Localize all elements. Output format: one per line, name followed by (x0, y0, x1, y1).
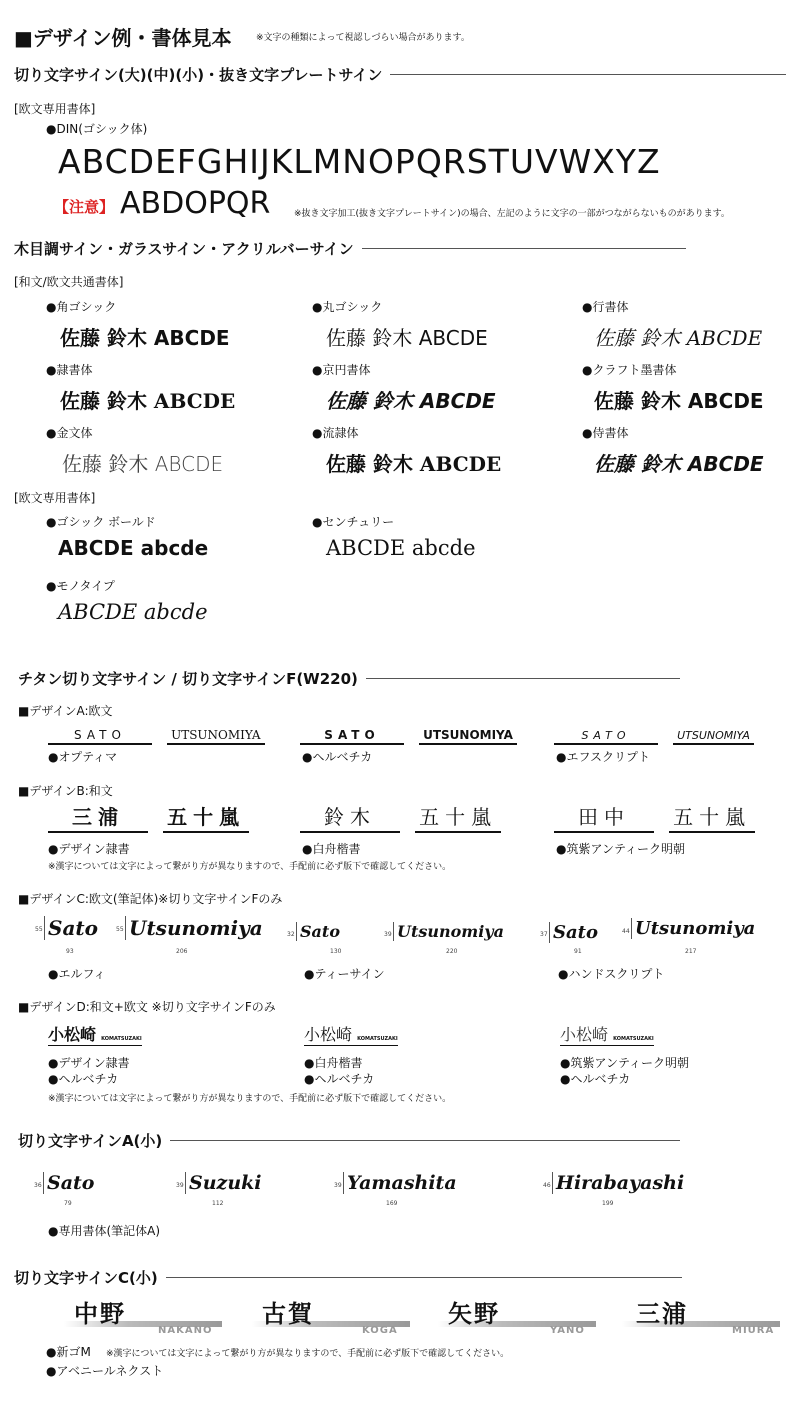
font-name-din: ●DIN(ゴシック体) (46, 122, 148, 136)
height-dimension: 44 (622, 928, 630, 935)
sample-text: UTSUNOMIYA (673, 729, 754, 745)
font-name: ●デザイン隷書 (48, 1056, 130, 1070)
sample-roman: YANO (550, 1325, 585, 1336)
font-name: ●クラフト墨書体 (582, 363, 677, 377)
sample-roman: NAKANO (158, 1325, 213, 1336)
height-dimension: 46 (543, 1182, 551, 1189)
section-title-text: 切り文字サイン(大)(中)(小)・抜き文字プレートサイン (14, 66, 383, 84)
width-dimension: 169 (386, 1200, 398, 1207)
design-a-sample-3 (554, 724, 754, 745)
section-rule (170, 1140, 680, 1141)
design-d-sample-2 (304, 1022, 398, 1046)
section-note: ※漢字については文字によって繋がり方が異なりますので、手配前に必ず版下で確認してください。 (106, 1349, 510, 1359)
section-title-text: 切り文字サインC(小) (14, 1269, 158, 1287)
width-dimension: 206 (176, 948, 188, 955)
design-b-label: ■デザインB:和文 (18, 784, 113, 798)
design-b-note: ※漢字については文字によって繋がり方が異なりますので、手配前に必ず版下で確認してください。 (48, 862, 452, 872)
category-label: [欧文専用書体] (14, 102, 96, 116)
font-sample: 佐藤 鈴木 ABCDE (60, 389, 236, 413)
height-dimension: 37 (540, 931, 548, 938)
font-sample: 佐藤 鈴木 ABCDE (326, 452, 502, 476)
script-sample: Sato (44, 916, 98, 940)
font-name: ●筑紫アンティーク明朝 (560, 1056, 690, 1070)
design-d-sample-3 (560, 1022, 654, 1046)
font-name: ●オプティマ (48, 750, 118, 764)
design-b-sample-2 (300, 801, 501, 833)
font-name: ●金文体 (46, 426, 93, 440)
script-sample: Sato (43, 1172, 94, 1194)
sample-roman: MIURA (732, 1325, 775, 1336)
din-alphabet-sample: ABCDEFGHIJKLMNOPQRSTUVWXYZ (58, 142, 661, 181)
width-dimension: 130 (330, 948, 342, 955)
font-sample: ABCDE abcde (58, 536, 209, 560)
section-title-wood-glass (14, 238, 686, 259)
height-dimension: 39 (176, 1182, 184, 1189)
sample-text: 三浦 (48, 801, 148, 833)
font-name: ●隷書体 (46, 363, 93, 377)
width-dimension: 220 (446, 948, 458, 955)
design-c-label: ■デザインC:欧文(筆記体)※切り文字サインFのみ (18, 892, 283, 906)
font-name: ●専用書体(筆記体A) (48, 1224, 161, 1238)
font-name: ●白舟楷書 (304, 1056, 363, 1070)
sample-text: 五十嵐 (163, 801, 249, 833)
font-name: ●ゴシック ボールド (46, 515, 156, 529)
font-name: ●丸ゴシック (312, 300, 383, 314)
script-sample: Yamashita (343, 1172, 457, 1194)
caution-note: ※抜き文字加工(抜き文字プレートサイン)の場合、左記のように文字の一部がつながらないものがあります。 (294, 209, 730, 219)
sample-text: SATO (48, 728, 152, 745)
sample-roman: KOGA (362, 1325, 398, 1336)
font-name: ●センチュリー (312, 515, 395, 529)
script-sample: Hirabayashi (552, 1172, 684, 1194)
font-name: ●アベニールネクスト (46, 1364, 164, 1378)
caution-label: 【注意】 (54, 198, 115, 216)
font-sample: 佐藤 鈴木 ABCDE (594, 452, 764, 476)
sample-text: UTSUNOMIYA (419, 728, 517, 745)
font-name: ●ヘルベチカ (302, 750, 373, 764)
section-rule (362, 248, 686, 249)
sample-text: UTSUNOMIYA (167, 728, 264, 745)
font-sample: 佐藤 鈴木 ABCDE (326, 326, 488, 350)
sample-text: SATO (554, 729, 658, 745)
width-dimension: 91 (574, 948, 582, 955)
font-name: ●行書体 (582, 300, 629, 314)
height-dimension: 55 (116, 926, 124, 933)
section-rule (366, 678, 680, 679)
sample-roman: KOMATSUZAKI (357, 1036, 398, 1042)
font-name: ●京円書体 (312, 363, 371, 377)
script-sample: Utsunomiya (631, 918, 755, 939)
width-dimension: 199 (602, 1200, 614, 1207)
sample-roman: KOMATSUZAKI (613, 1036, 654, 1042)
sample-kanji: 小松崎 (304, 1025, 353, 1044)
section-title-cut-c-small (14, 1267, 682, 1288)
sample-text: 田中 (554, 801, 654, 833)
font-name: ●ハンドスクリプト (558, 967, 665, 981)
sample-kanji: 三浦 (636, 1300, 688, 1328)
sample-text: 五十嵐 (669, 801, 755, 833)
sample-text: 五十嵐 (415, 801, 501, 833)
sample-kanji: 古賀 (262, 1300, 314, 1328)
sample-kanji: 中野 (74, 1300, 126, 1328)
section-title-text: チタン切り文字サイン / 切り文字サインF(W220) (18, 670, 358, 688)
sample-kanji: 小松崎 (560, 1025, 609, 1044)
page-title: ■デザイン例・書体見本 (14, 26, 232, 50)
section-title-cut-a-small (18, 1130, 680, 1151)
section-title-text: 木目調サイン・ガラスサイン・アクリルバーサイン (14, 240, 354, 258)
font-sample: 佐藤 鈴木 ABCDE (60, 326, 230, 350)
height-dimension: 32 (287, 931, 295, 938)
sample-kanji: 矢野 (448, 1300, 500, 1328)
font-name: ●白舟楷書 (302, 842, 361, 856)
width-dimension: 79 (64, 1200, 72, 1207)
font-name: ●ヘルベチカ (48, 1072, 119, 1086)
height-dimension: 36 (34, 1182, 42, 1189)
width-dimension: 217 (685, 948, 697, 955)
header-note: ※文字の種類によって視認しづらい場合があります。 (256, 33, 470, 43)
font-name: ●デザイン隷書 (48, 842, 130, 856)
section-title-text: 切り文字サインA(小) (18, 1132, 163, 1150)
script-sample: Utsunomiya (393, 922, 504, 941)
font-sample: 佐藤 鈴木 ABCDE (594, 326, 763, 350)
section-rule (390, 74, 786, 75)
font-sample: 佐藤 鈴木 ABCDE (326, 389, 496, 413)
category-label: [欧文専用書体] (14, 491, 96, 505)
font-sample: ABCDE abcde (326, 536, 476, 560)
design-d-note: ※漢字については文字によって繋がり方が異なりますので、手配前に必ず版下で確認してください。 (48, 1094, 452, 1104)
height-dimension: 39 (334, 1182, 342, 1189)
font-sample: 佐藤 鈴木 ABCDE (594, 389, 764, 413)
design-d-sample-1 (48, 1022, 142, 1046)
section-title-titanium (18, 668, 680, 689)
sample-roman: KOMATSUZAKI (101, 1036, 142, 1042)
section-rule (166, 1277, 682, 1278)
height-dimension: 55 (35, 926, 43, 933)
script-sample: Sato (296, 922, 340, 941)
font-sample: ABCDE abcde (58, 600, 208, 624)
height-dimension: 39 (384, 931, 392, 938)
font-name: ●新ゴM (46, 1345, 91, 1359)
sample-text: 鈴木 (300, 801, 400, 833)
font-name: ●侍書体 (582, 426, 629, 440)
font-sample: 佐藤 鈴木 ABCDE (62, 452, 224, 476)
script-sample: Suzuki (185, 1172, 262, 1194)
width-dimension: 93 (66, 948, 74, 955)
design-b-sample-3 (554, 801, 755, 833)
font-name: ●ヘルベチカ (304, 1072, 375, 1086)
design-a-sample-2 (300, 724, 517, 745)
font-name: ●流隷体 (312, 426, 359, 440)
sample-kanji: 小松崎 (48, 1025, 97, 1044)
font-name: ●筑紫アンティーク明朝 (556, 842, 686, 856)
script-sample: Utsunomiya (125, 916, 263, 940)
sample-text: SATO (300, 728, 404, 745)
font-name: ●ヘルベチカ (560, 1072, 631, 1086)
design-a-label: ■デザインA:欧文 (18, 704, 113, 718)
design-a-sample-1 (48, 724, 265, 745)
font-name: ●ティーサイン (304, 967, 385, 981)
font-name: ●角ゴシック (46, 300, 117, 314)
font-name: ●モノタイプ (46, 579, 115, 593)
design-d-label: ■デザインD:和文+欧文 ※切り文字サインFのみ (18, 1000, 276, 1014)
section-title-cut-letter (14, 64, 786, 85)
font-name: ●エフスクリプト (556, 750, 650, 764)
font-name: ●エルフィ (48, 967, 106, 981)
width-dimension: 112 (212, 1200, 224, 1207)
caution-sample: ABDOPQR (120, 186, 271, 221)
design-b-sample-1 (48, 801, 249, 833)
category-label: [和文/欧文共通書体] (14, 275, 124, 289)
script-sample: Sato (549, 922, 598, 943)
